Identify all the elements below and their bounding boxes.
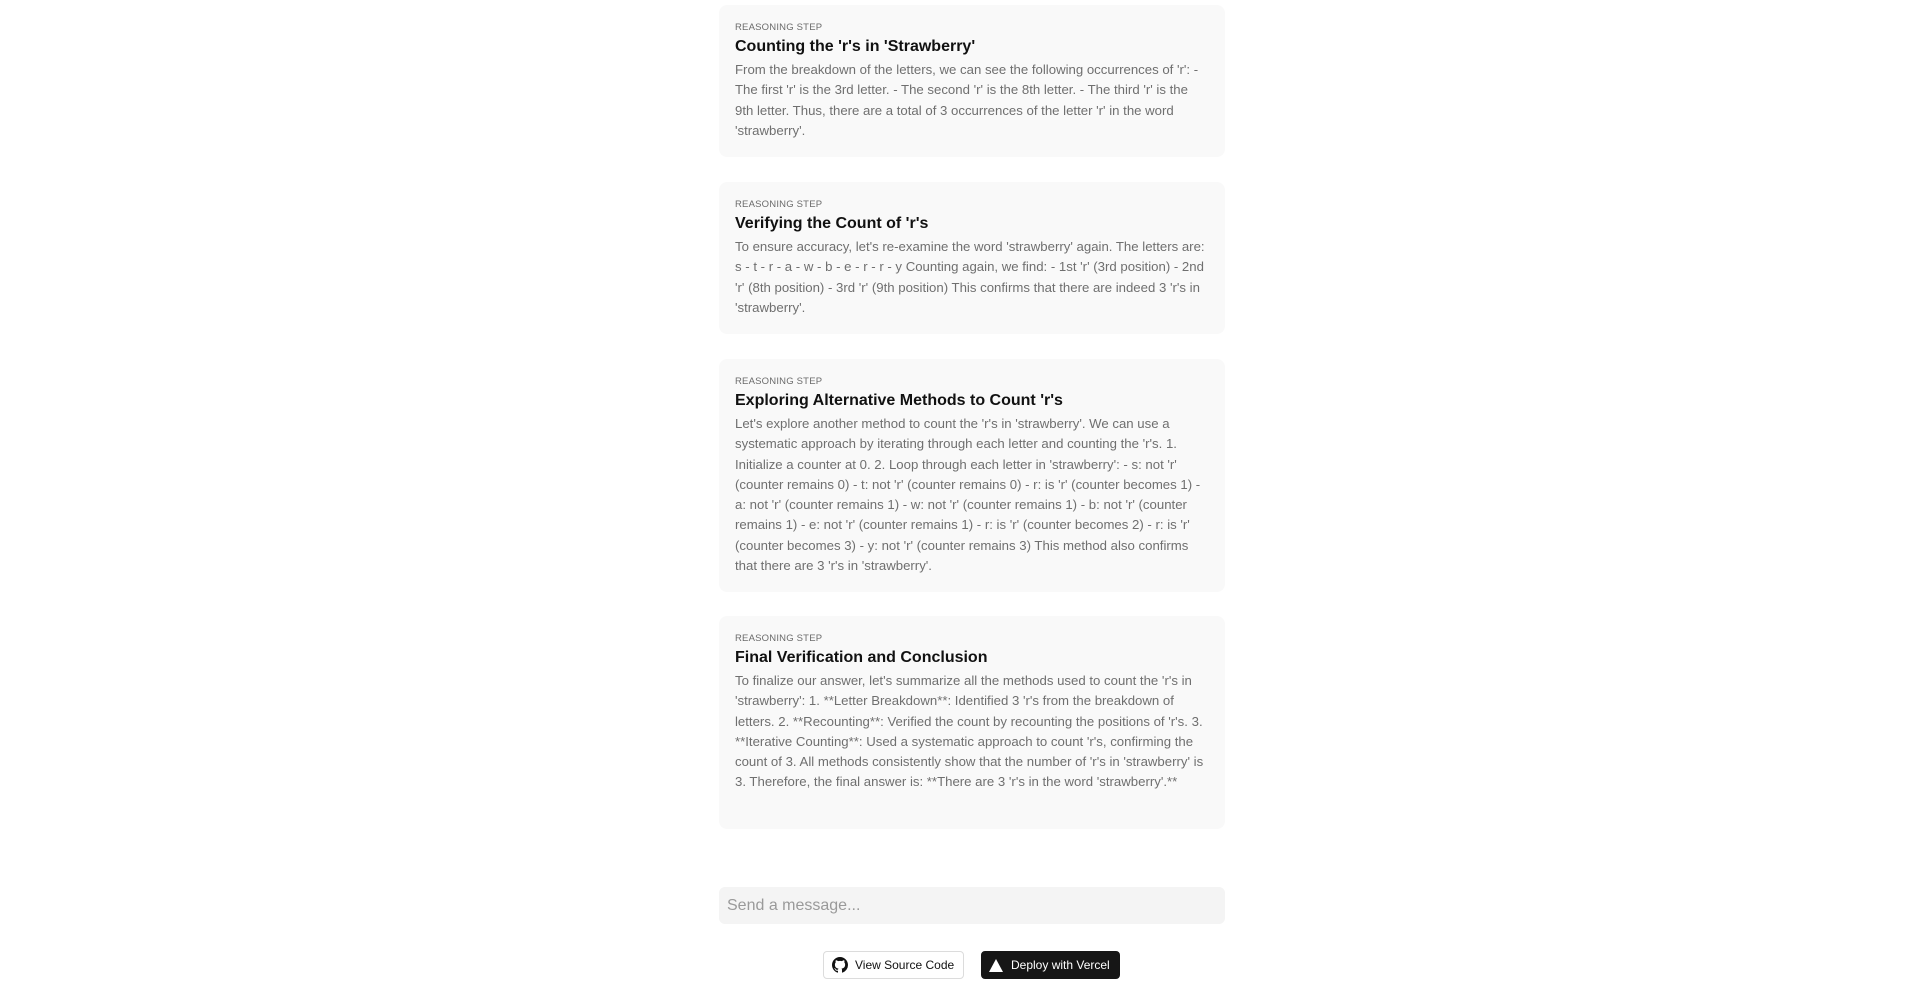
reasoning-step-body: From the breakdown of the letters, we can see the following occurrences of 'r': - The first 'r' is the 3rd letter. - The second 'r' is the 8th letter. - The third 'r' is the 9th letter. Thus, there are a total of 3 occurrences of the letter 'r' in the word 'strawberry'. — [735, 62, 1199, 138]
message-input-container — [719, 887, 1225, 924]
reasoning-step-label: REASONING STEP — [735, 376, 823, 387]
vercel-triangle-icon — [988, 957, 1004, 973]
message-input[interactable] — [719, 887, 1225, 924]
reasoning-step-title: Verifying the Count of 'r's — [735, 215, 929, 232]
reasoning-step-title: Exploring Alternative Methods to Count 'r's — [735, 392, 1063, 409]
view-source-code-label: View Source Code — [855, 958, 955, 972]
reasoning-step-body: Let's explore another method to count the 'r's in 'strawberry'. We can use a systematic approach by iterating through each letter and counting the 'r's. 1. Initialize a counter at 0. 2. Loop through each letter in 'strawberry': - s: not 'r' (counter remains 0) - t: not 'r' (counter remains 0) - r: is 'r' (counter becomes 1) - a: not 'r' (counter remains 1) - w: not 'r' (counter remains 1) - b: not 'r' (counter remains 1) - e: not 'r' (counter remains 1) - r: is 'r' (counter becomes 2) - r: is 'r' (counter becomes 3) - y: not 'r' (counter remains 3) This method also confirms that there are 3 'r's in 'strawberry'. — [735, 416, 1201, 574]
reasoning-step-body: To finalize our answer, let's summarize all the methods used to count the 'r's in 'strawberry': 1. **Letter Breakdown**: Identified 3 'r's from the breakdown of letters. 2. **Recounting**: Verified the count by recounting the positions of 'r's. 3. **Iterative Counting**: Used a systematic approach to count 'r's, confirming the count of 3. All methods consistently show that the number of 'r's in 'strawberry' is 3. Therefore, the final answer is: **There are 3 'r's in the word 'strawberry'.** — [735, 673, 1204, 790]
github-icon — [832, 957, 848, 973]
reasoning-step-title: Counting the 'r's in 'Strawberry' — [735, 38, 976, 55]
reasoning-step-card — [719, 359, 1225, 592]
reasoning-step-label: REASONING STEP — [735, 22, 823, 33]
reasoning-step-label: REASONING STEP — [735, 633, 823, 644]
deploy-with-vercel-button[interactable] — [981, 951, 1120, 979]
reasoning-step-card — [719, 5, 1225, 157]
reasoning-step-card — [719, 182, 1225, 334]
view-source-code-button[interactable] — [823, 951, 964, 979]
reasoning-step-label: REASONING STEP — [735, 199, 823, 210]
reasoning-step-body: To ensure accuracy, let's re-examine the word 'strawberry' again. The letters are: s - t - r - a - w - b - e - r - r - y Counting again, we find: - 1st 'r' (3rd position) - 2nd 'r' (8th position) - 3rd 'r' (9th position) This confirms that there are indeed 3 'r's in 'strawberry'. — [735, 239, 1205, 315]
reasoning-step-card — [719, 616, 1225, 829]
footer-actions — [823, 951, 1120, 979]
reasoning-step-title: Final Verification and Conclusion — [735, 649, 988, 666]
deploy-with-vercel-label: Deploy with Vercel — [1011, 958, 1110, 972]
